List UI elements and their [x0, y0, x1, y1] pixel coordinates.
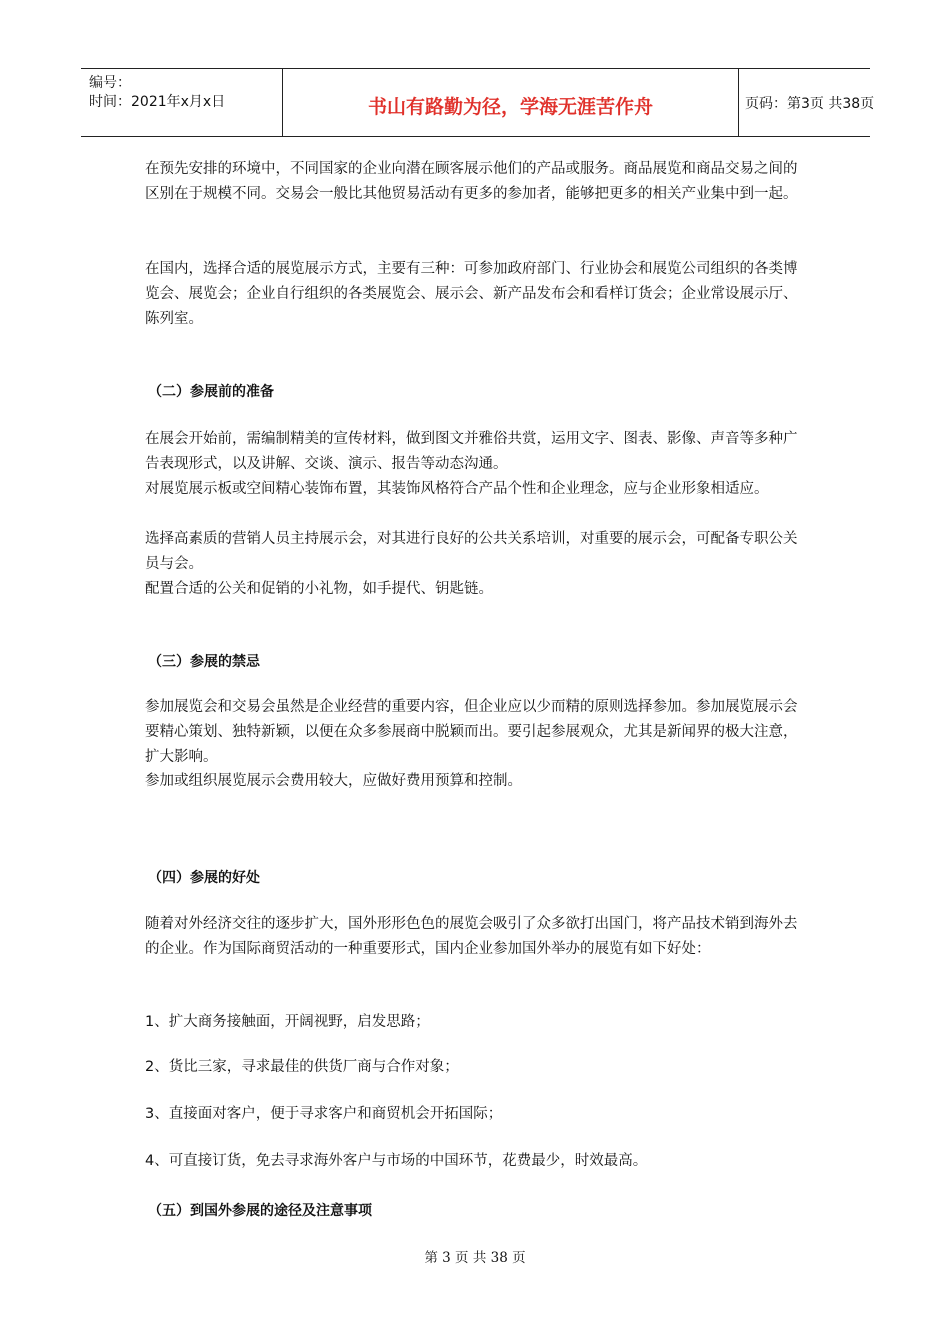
paragraph-benefits-intro: 随着对外经济交往的逐步扩大，国外形形色色的展览会吸引了众多欲打出国门，将产品技术销到海外去的企业。作为国际商贸活动的一种重要形式，国内企业参加国外举办的展览有如下好处： [145, 916, 798, 957]
list-item-benefit-1: 1、扩大商务接触面，开阔视野，启发思路； [145, 1014, 430, 1030]
paragraph-prep-3: 选择高素质的营销人员主持展示会，对其进行良好的公共关系培训，对重要的展示会，可配备专职公关员与会。 [145, 531, 798, 572]
heading-benefits: （四）参展的好处 [148, 870, 260, 886]
motto-text: 书山有路勤为径，学海无涯苦作舟 [367, 96, 653, 118]
paragraph-taboos-1: 参加展览会和交易会虽然是企业经营的重要内容，但企业应以少而精的原则选择参加。参加展览展示会要精心策划、独特新颖，以便在众多参展商中脱颖而出。要引起参展观众，尤其是新闻界的极大注意，扩大影响。 [145, 699, 798, 765]
header-motto-cell [283, 69, 739, 136]
list-item-benefit-2: 2、货比三家，寻求最佳的供货厂商与合作对象； [145, 1059, 459, 1075]
heading-preparation: （二）参展前的准备 [148, 384, 274, 400]
time-label: 时间：2021年x月x日 [89, 94, 226, 110]
page-footer: 第 3 页 共 38 页 [424, 1250, 526, 1266]
paragraph-prep-4: 配置合适的公关和促销的小礼物，如手提代、钥匙链。 [145, 581, 493, 597]
paragraph-intro: 在预先安排的环境中，不同国家的企业向潜在顾客展示他们的产品或服务。商品展览和商品交易之间的区别在于规模不同。交易会一般比其他贸易活动有更多的参加者，能够把更多的相关产业集中到一起。 [145, 161, 798, 202]
paragraph-taboos-2: 参加或组织展览展示会费用较大，应做好费用预算和控制。 [145, 773, 522, 789]
page-label: 页码：第3页 共38页 [745, 96, 875, 112]
paragraph-prep-2: 对展览展示板或空间精心装饰布置，其装饰风格符合产品个性和企业理念，应与企业形象相适应。 [145, 481, 769, 497]
list-item-benefit-3: 3、直接面对客户，便于寻求客户和商贸机会开拓国际； [145, 1106, 503, 1122]
document-header [81, 68, 875, 137]
header-page-cell [739, 69, 875, 136]
code-label: 编号： [89, 75, 131, 91]
header-info-cell [81, 69, 283, 136]
paragraph-domestic: 在国内，选择合适的展览展示方式，主要有三种：可参加政府部门、行业协会和展览公司组织的各类博览会、展览会；企业自行组织的各类展览会、展示会、新产品发布会和看样订货会；企业常设展示厅、陈列室。 [145, 261, 798, 327]
heading-overseas: （五）到国外参展的途径及注意事项 [148, 1203, 372, 1219]
heading-taboos: （三）参展的禁忌 [148, 654, 260, 670]
paragraph-prep-1: 在展会开始前，需编制精美的宣传材料，做到图文并雅俗共赏，运用文字、图表、影像、声音等多种广告表现形式，以及讲解、交谈、演示、报告等动态沟通。 [145, 431, 798, 472]
list-item-benefit-4: 4、可直接订货，免去寻求海外客户与市场的中国环节，花费最少，时效最高。 [145, 1153, 648, 1169]
